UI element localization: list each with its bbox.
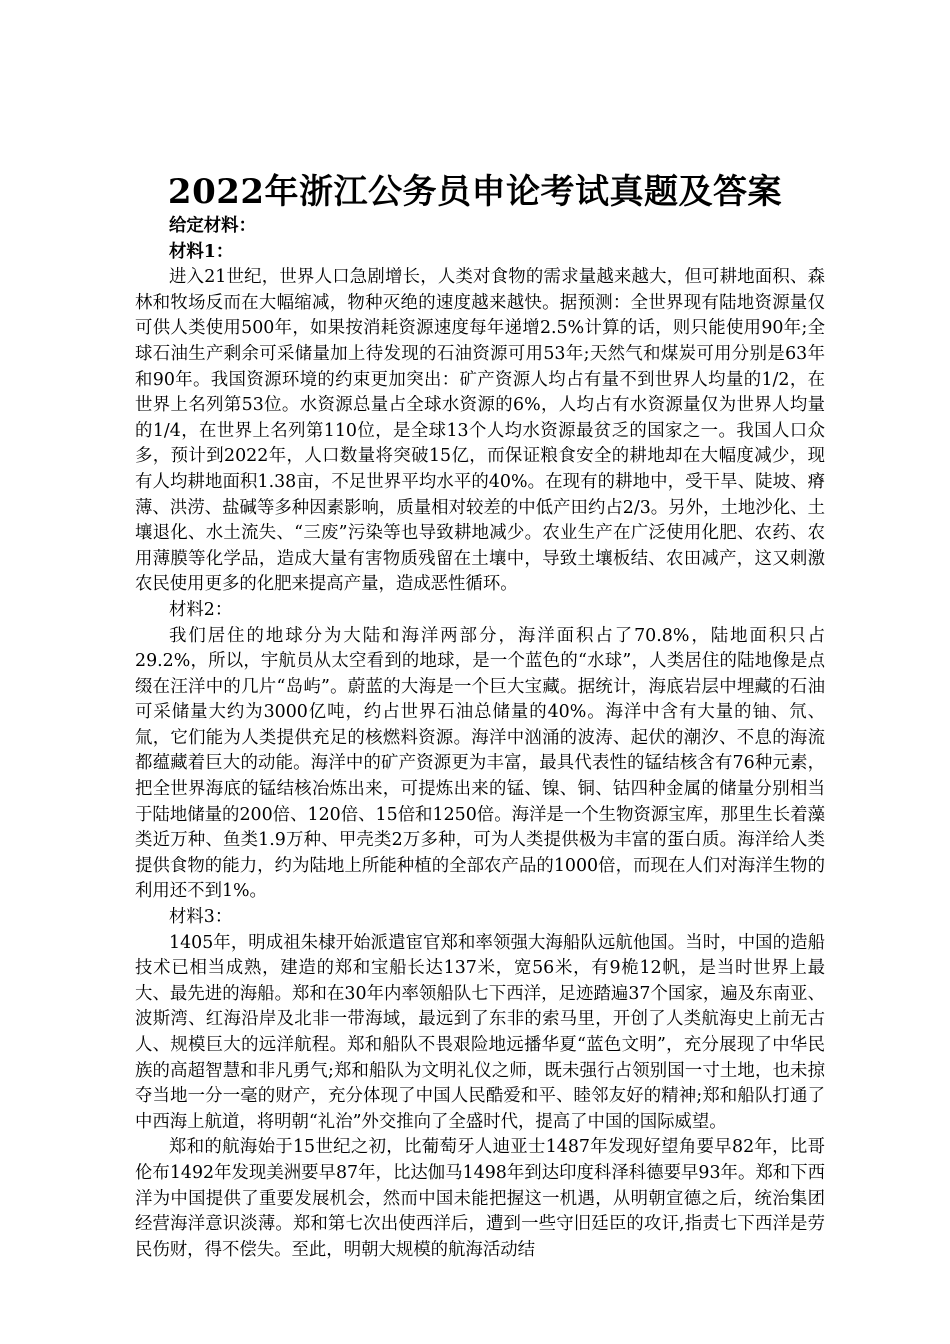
material-2-label: 材料2： <box>169 599 233 620</box>
document-title: 2022年浙江公务员申论考试真题及答案 <box>167 172 783 212</box>
material-2-paragraph: 我们居住的地球分为大陆和海洋两部分，海洋面积占了70.8%，陆地面积只占29.2%，所以，宇航员从太空看到的地球，是一个蓝色的“水球”，人类居住的陆地像是点缀在汪洋中的几片“岛屿”。蔚蓝的大海是一个巨大宝藏。据统计，海底岩层中埋藏的石油可采储量大约为3000亿吨，约占世界石油总储量的40%。海洋中含有大量的铀、氘、氚，它们能为人类提供充足的核燃料资源。海洋中汹涌的波涛、起伏的潮汐、不息的海流都蕴藏着巨大的动能。海洋中的矿产资源更为丰富，最具代表性的锰结核含有76种元素，把全世界海底的锰结核冶炼出来，可提炼出来的锰、镍、铜、钴四种金属的储量分别相当于陆地储量的200倍、120倍、15倍和1250倍。海洋是一个生物资源宝库，那里生长着藻类近万种、鱼类1.9万种、甲壳类2万多种，可为人类提供极为丰富的蛋白质。海洋给人类提供食物的能力，约为陆地上所能种植的全部农产品的1000倍，而现在人们对海洋生物的利用还不到1%。 <box>135 625 825 902</box>
material-3-label: 材料3： <box>169 907 233 928</box>
material-3-paragraph: 1405年，明成祖朱棣开始派遣宦官郑和率领强大海船队远航他国。当时，中国的造船技术已相当成熟，建造的郑和宝船长达137米，宽56米，有9桅12帆，是当时世界上最大、最先进的海船。郑和在30年内率领船队七下西洋，足迹踏遍37个国家，遍及东南亚、波斯湾、红海沿岸及北非一带海域，最远到了东非的索马里，开创了人类航海史上前无古人、规模巨大的远洋航程。郑和船队不畏艰险地远播华夏“蓝色文明”，充分展现了中华民族的高超智慧和非凡勇气;郑和船队为文明礼仪之师，既未强行占领别国一寸土地，也未掠夺当地一分一毫的财产，充分体现了中国人民酷爱和平、睦邻友好的精神;郑和船队打通了中西海上航道，将明朝“礼治”外交推向了全盛时代，提高了中国的国际威望。 <box>135 932 825 1132</box>
material-1-label: 材料1： <box>169 241 234 262</box>
material-1-paragraph: 进入21世纪，世界人口急剧增长，人类对食物的需求量越来越大，但可耕地面积、森林和牧场反而在大幅缩减，物种灭绝的速度越来越快。据预测：全世界现有陆地资源量仅可供人类使用500年，如果按消耗资源速度每年递增2.5%计算的话，则只能使用90年;全球石油生产剩余可采储量加上待发现的石油资源可用53年;天然气和煤炭可用分别是63年和90年。我国资源环境的约束更加突出：矿产资源人均占有量不到世界人均量的1/2，在世界上名列第53位。水资源总量占全球水资源的6%，人均占有水资源量仅为世界人均量的1/4，在世界上名列第110位，是全球13个人均水资源最贫乏的国家之一。我国人口众多，预计到2022年，人口数量将突破15亿，而保证粮食安全的耕地却在大幅度减少，现有人均耕地面积1.38亩，不足世界平均水平的40%。在现有的耕地中，受干旱、陡坡、瘠薄、洪涝、盐碱等多种因素影响，质量相对较差的中低产田约占2/3。另外，土地沙化、土壤退化、水土流失、“三废”污染等也导致耕地减少。农业生产在广泛使用化肥、农药、农用薄膜等化学品，造成大量有害物质残留在土壤中，导致土壤板结、农田减产，这又刺激农民使用更多的化肥来提高产量，造成恶性循环。 <box>135 267 825 595</box>
material-3-paragraph: 郑和的航海始于15世纪之初，比葡萄牙人迪亚士1487年发现好望角要早82年，比哥伦布1492年发现美洲要早87年，比达伽马1498年到达印度科泽科德要早93年。郑和下西洋为中国提供了重要发展机会，然而中国未能把握这一机遇，从明朝宣德之后，统治集团经营海洋意识淡薄。郑和第七次出使西洋后，遭到一些守旧廷臣的攻讦,指责七下西洋是劳民伤财，得不偿失。至此，明朝大规模的航海活动结 <box>135 1137 825 1260</box>
document-body <box>135 214 825 1263</box>
given-materials-heading: 给定材料： <box>169 216 256 236</box>
